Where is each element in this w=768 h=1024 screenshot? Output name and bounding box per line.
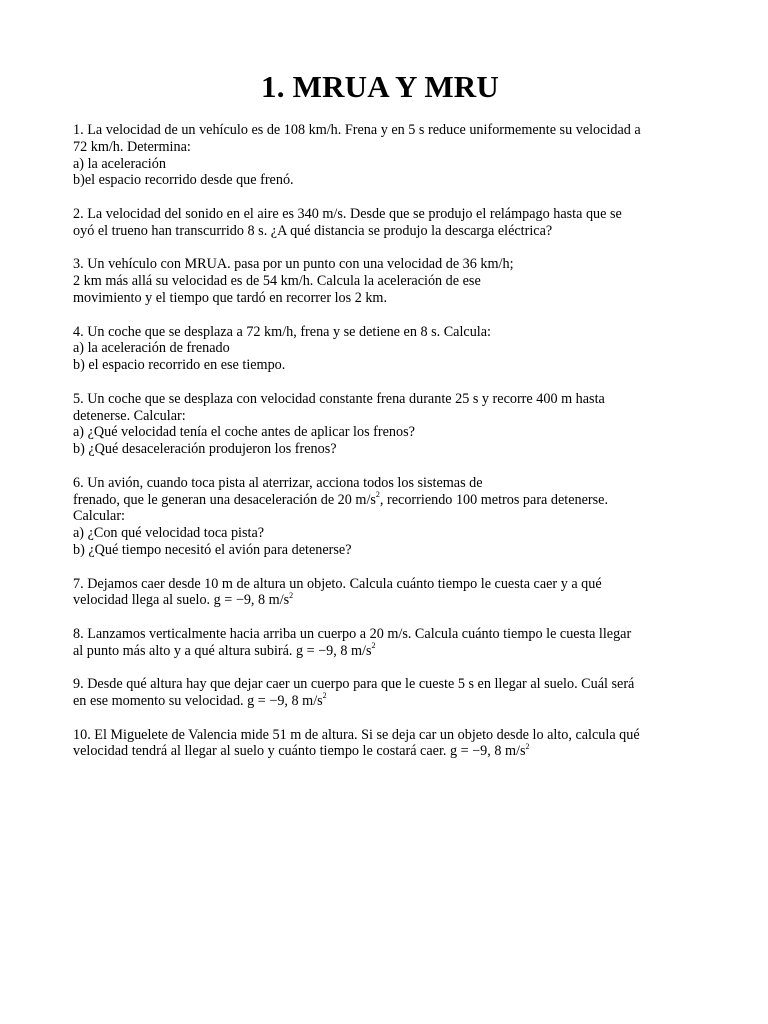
problem-8 [73,626,703,660]
problem-1-line-2: 72 km/h. Determina: [73,138,191,155]
problem-6-line-2-rest: , recorriendo 100 metros para detenerse. [379,491,609,508]
problem-6 [73,475,703,559]
page-title: 1. MRUA Y MRU [261,69,499,104]
problem-list [73,122,703,777]
exponent: 2 [289,590,294,600]
problem-10-line-1: 10. El Miguelete de Valencia mide 51 m de altura. Si se deja car un objeto desde lo alto, calcula qué [73,726,640,743]
problem-9-line-2-text: en ese momento su velocidad. g = −9, 8 m/s [73,693,323,710]
problem-6-line-4: a) ¿Con qué velocidad toca pista? [73,525,265,542]
problem-1-line-4: b)el espacio recorrido desde que frenó. [73,172,294,189]
problem-4 [73,324,703,374]
problem-3 [73,256,703,306]
exponent: 2 [371,640,376,650]
problem-6-line-3: Calcular: [73,508,125,525]
problem-4-line-3: b) el espacio recorrido en ese tiempo. [73,357,286,374]
problem-10-line-2 [73,743,703,760]
problem-10-line-2-text: velocidad tendrá al llegar al suelo y cuánto tiempo le costará caer. g = −9, 8 m/s [73,743,526,760]
problem-9 [73,676,703,710]
problem-5 [73,391,703,458]
exponent: 2 [375,489,380,499]
problem-2 [73,206,703,240]
problem-4-line-1: 4. Un coche que se desplaza a 72 km/h, frena y se detiene en 8 s. Calcula: [73,323,491,340]
problem-5-line-2: detenerse. Calcular: [73,407,186,424]
problem-7-line-2 [73,592,703,609]
exponent: 2 [525,741,530,751]
problem-3-line-2: 2 km más allá su velocidad es de 54 km/h. Calcula la aceleración de ese [73,273,481,290]
problem-5-line-4: b) ¿Qué desaceleración produjeron los frenos? [73,441,337,458]
problem-9-line-2 [73,693,703,710]
problem-10 [73,727,703,761]
problem-7-line-1: 7. Dejamos caer desde 10 m de altura un objeto. Calcula cuánto tiempo le cuesta caer y a qué [73,575,602,592]
problem-1-line-3: a) la aceleración [73,155,166,172]
problem-8-line-1: 8. Lanzamos verticalmente hacia arriba un cuerpo a 20 m/s. Calcula cuánto tiempo le cuesta llegar [73,625,632,642]
exponent: 2 [322,691,327,701]
problem-9-line-1: 9. Desde qué altura hay que dejar caer un cuerpo para que le cueste 5 s en llegar al suelo. Cuál será [73,676,635,693]
problem-6-line-2 [73,489,703,509]
problem-2-line-1: 2. La velocidad del sonido en el aire es 340 m/s. Desde que se produjo el relámpago hasta que se [73,205,622,222]
problem-7 [73,576,703,610]
problem-1 [73,122,703,189]
problem-3-line-3: movimiento y el tiempo que tardó en recorrer los 2 km. [73,289,388,306]
problem-1-line-1: 1. La velocidad de un vehículo es de 108 km/h. Frena y en 5 s reduce uniformemente su velocidad a [73,122,641,138]
problem-6-line-2-text: frenado, que le generan una desaceleración de 20 m/s [73,491,376,508]
problem-8-line-2-text: al punto más alto y a qué altura subirá. g = −9, 8 m/s [73,642,372,659]
problem-3-line-1: 3. Un vehículo con MRUA. pasa por un punto con una velocidad de 36 km/h; [73,256,514,273]
problem-8-line-2 [73,640,703,660]
problem-7-line-2-text: velocidad llega al suelo. g = −9, 8 m/s [73,592,290,609]
problem-2-line-2: oyó el trueno han transcurrido 8 s. ¿A qué distancia se produjo la descarga eléctrica? [73,222,553,239]
problem-6-line-5: b) ¿Qué tiempo necesitó el avión para detenerse? [73,541,352,558]
problem-6-line-1: 6. Un avión, cuando toca pista al aterrizar, acciona todos los sistemas de [73,474,483,491]
problem-4-line-2: a) la aceleración de frenado [73,340,230,357]
problem-5-line-3: a) ¿Qué velocidad tenía el coche antes de aplicar los frenos? [73,424,415,441]
problem-5-line-1: 5. Un coche que se desplaza con velocidad constante frena durante 25 s y recorre 400 m hasta [73,390,605,407]
